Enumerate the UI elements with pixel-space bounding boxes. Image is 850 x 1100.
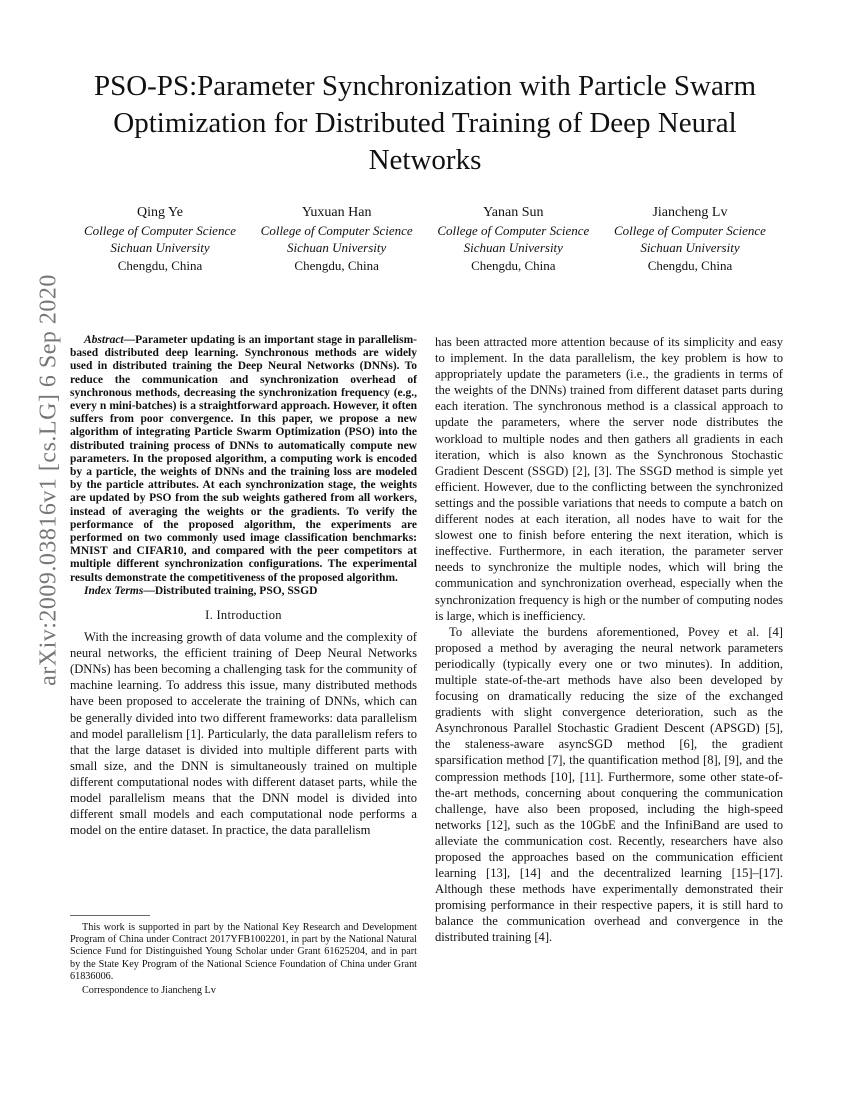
- arxiv-identifier: arXiv:2009.03816v1 [cs.LG] 6 Sep 2020: [35, 274, 62, 686]
- author-university: Sichuan University: [463, 240, 563, 255]
- author-university: Sichuan University: [110, 240, 210, 255]
- author-university: Sichuan University: [640, 240, 740, 255]
- author-name: Jiancheng Lv: [652, 205, 728, 220]
- author-affiliation: College of Computer Science: [260, 222, 413, 238]
- footnote-correspondence: Correspondence to Jiancheng Lv: [82, 985, 216, 997]
- author-university: Sichuan University: [287, 240, 387, 255]
- intro-paragraph-1-continued: has been attracted more attention because of its simplicity and easy to implement. In the data parallelism, the key problem is how to appropriately update the parameters (i.e., the gradients in terms of the weights of the DNNs) trained from different dataset parts during each iteration. The synchronous method is a classical approach to update the parameters, where the server node distributes the workload to multiple nodes and then gathers all gradients in each iteration, which is also known as the Synchronous Stochastic Gradient Descent (SSGD) [2], [3]. The SSGD method is simple yet efficient. However, due to the conflicting between the synchronized settings and the possible variations that needs to compute a batch on different nodes at each iteration, all nodes have to wait for the slowest one to finish before entering the next iteration, which is ineffective. Furthermore, in each iteration, the parameter server needs to synchronize the multiple nodes, which will bring the communication and synchronization overhead, especially when the synchronization frequency is high or the number of computing nodes is large, which is inefficiency.: [435, 335, 783, 623]
- author-4: [602, 204, 778, 274]
- paper-title: PSO-PS:Parameter Synchronization with Particle Swarm Optimization for Distributed Training of Deep Neural Networks: [93, 70, 757, 177]
- footnote-divider: [70, 915, 150, 916]
- author-affiliation: College of Computer Science: [437, 222, 590, 238]
- author-3: [425, 204, 601, 274]
- author-location: Chengdu, China: [647, 257, 733, 273]
- abstract: [70, 334, 417, 585]
- author-name: Yuxuan Han: [301, 205, 372, 220]
- abstract-label: Abstract: [84, 334, 124, 346]
- index-terms-label: Index Terms: [84, 584, 144, 597]
- author-1: [72, 204, 248, 274]
- author-affiliation: College of Computer Science: [84, 222, 236, 238]
- footnotes: [70, 922, 417, 999]
- author-2: [249, 204, 425, 274]
- author-location: Chengdu, China: [117, 257, 203, 273]
- author-location: Chengdu, China: [471, 257, 556, 273]
- index-terms: [70, 585, 417, 598]
- author-affiliation: College of Computer Science: [613, 222, 766, 238]
- section-heading-introduction: I. Introduction: [205, 608, 282, 623]
- right-column: [435, 334, 783, 946]
- left-column: [70, 334, 417, 838]
- footnote-funding: This work is supported in part by the National Key Research and Development Program of China under Contract 2017YFB1002201, in part by the National Natural Science Fund for Distinguished Young Scholar under Grant 61625204, and in part by the State Key Program of the National Science Foundation of China under Grant 61836006.: [70, 922, 417, 982]
- intro-paragraph-1: With the increasing growth of data volume and the complexity of neural networks, the efficient training of Deep Neural Networks (DNNs) has been becoming a challenging task for the community of machine learning. To address this issue, many distributed methods have been proposed to accelerate the training of DNNs, which can be generally divided into two different frameworks: data parallelism and model parallelism [1]. Particularly, the data parallelism refers to that the large dataset is divided into multiple different parts with small size, and the DNN is simultaneously trained on multiple different computational nodes with different dataset parts, while the model parallelism means that the DNN model is divided into different small models and each computational node performs a model on the entire dataset. In practice, the data parallelism: [70, 630, 417, 838]
- author-name: Yanan Sun: [483, 205, 544, 220]
- author-block: [72, 204, 778, 274]
- abstract-text: —Parameter updating is an important stage in parallelism-based distributed deep learning. Synchronous methods are widely used in distributed training the Deep Neural Networks (DNNs). To reduce the communication and synchronization overhead of synchronous methods, decreasing the synchronization frequency (e.g., every n mini-batches) is a straightforward approach. However, it often suffers from poor convergence. In this paper, we propose a new algorithm of integrating Particle Swarm Optimization (PSO) into the distributed training process of DNNs to automatically compute new parameters. In the proposed algorithm, a computing work is encoded by a particle, the weights of DNNs and the training loss are modeled by the particle attributes. At each synchronization stage, the weights are updated by PSO from the sub weights gathered from all workers, instead of averaging the weights or the gradients. To verify the performance of the proposed algorithm, the experiments are performed on two commonly used image classification benchmarks: MNIST and CIFAR10, and compared with the peer competitors at multiple different synchronization configurations. The experimental results demonstrate the competitiveness of the proposed algorithm.: [70, 334, 417, 584]
- author-name: Qing Ye: [137, 205, 183, 220]
- index-terms-text: —Distributed training, PSO, SSGD: [143, 584, 318, 597]
- intro-paragraph-2: To alleviate the burdens aforementioned, Povey et al. [4] proposed a method by averaging the neural network parameters periodically (typically every one or two minutes). In addition, multiple state-of-the-art methods have also been developed by focusing on dramatically reducing the size of the exchanged gradients with slight convergence deterioration, such as the Asynchronous Parallel Stochastic Gradient Descent (APSGD) [5], the staleness-aware asyncSGD method [6], the gradient sparsification method [7], the quantification method [8], [9], and the compression methods [10], [11]. Furthermore, some other state-of-the-art methods, concerning about conquering the communication challenge, have also been proposed, including the high-speed networks [12], such as the 10GbE and the InfiniBand are used to alleviate the communication cost. Recently, researchers have also proposed the approaches based on the communication efficient learning [13], [14] and the decentralized learning [15]–[17]. Although these methods have experimentally demonstrated their promising performance in their respective papers, it is still hard to balance the communication overhead and convergence in the distributed training [4].: [435, 624, 783, 945]
- author-location: Chengdu, China: [294, 257, 379, 273]
